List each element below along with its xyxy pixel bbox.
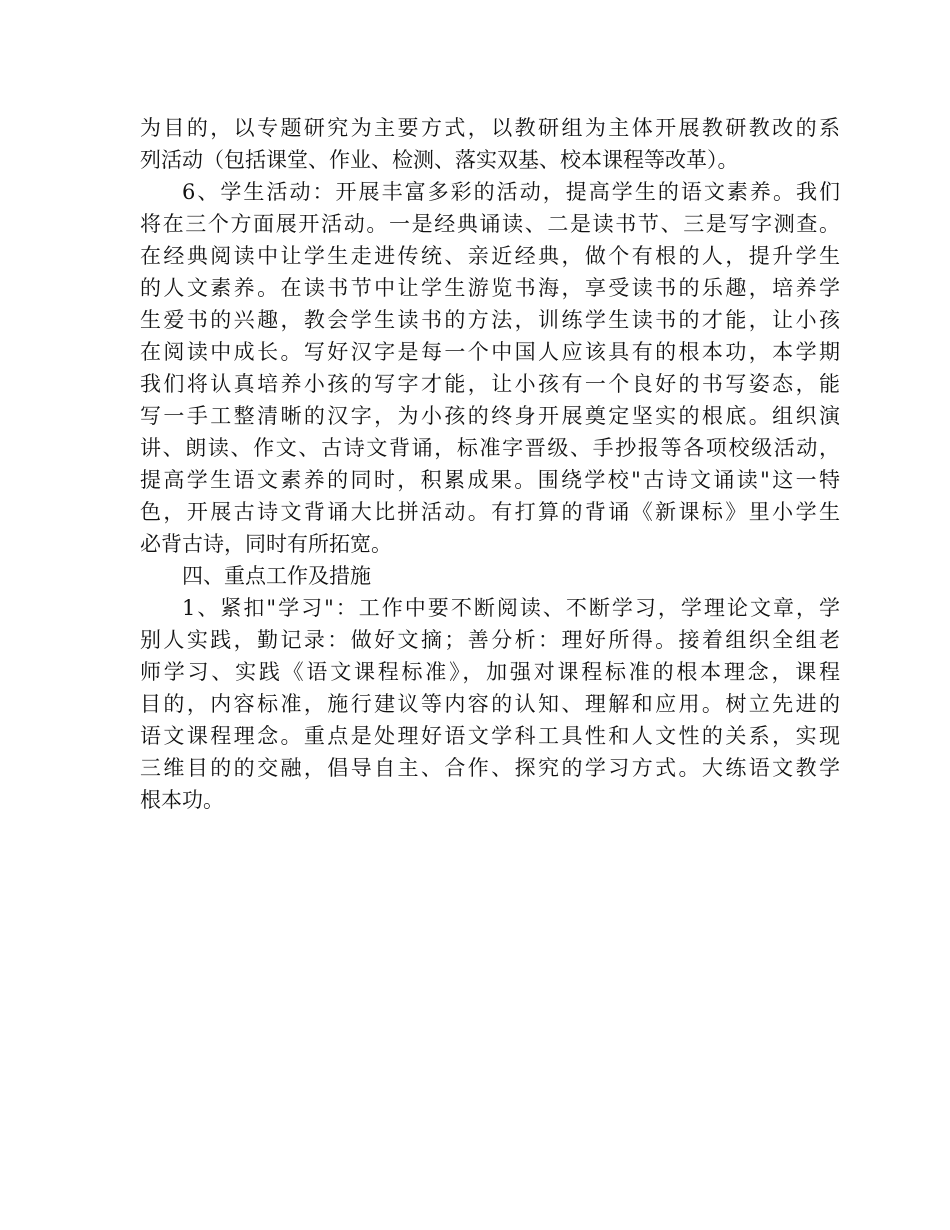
text-line: 必背古诗，同时有所拓宽。: [140, 532, 392, 556]
text-line: 提高学生语文素养的同时，积累成果。围绕学校"古诗文诵读"这一特: [140, 468, 840, 492]
text-line: 1、紧扣"学习"：工作中要不断阅读、不断学习，学理论文章，学: [182, 596, 840, 620]
text-line: 讲、朗读、作文、古诗文背诵，标准字晋级、手抄报等各项校级活动，: [140, 436, 840, 460]
text-line: 写一手工整清晰的汉字，为小孩的终身开展奠定坚实的根底。组织演: [140, 404, 840, 428]
text-line: 三维目的的交融，倡导自主、合作、探究的学习方式。大练语文教学: [140, 756, 840, 780]
text-line: 生爱书的兴趣，教会学生读书的方法，训练学生读书的才能，让小孩: [140, 308, 840, 332]
text-line: 6、学生活动：开展丰富多彩的活动，提高学生的语文素养。我们: [182, 180, 840, 204]
text-line: 色，开展古诗文背诵大比拼活动。有打算的背诵《新课标》里小学生: [140, 500, 840, 524]
text-line: 为目的，以专题研究为主要方式，以教研组为主体开展教研教改的系: [140, 116, 840, 140]
text-line: 四、重点工作及措施: [182, 564, 371, 588]
text-line: 在经典阅读中让学生走进传统、亲近经典，做个有根的人，提升学生: [140, 244, 840, 268]
body-text: [140, 112, 840, 816]
text-line: 我们将认真培养小孩的写字才能，让小孩有一个良好的书写姿态，能: [140, 372, 840, 396]
text-line: 语文课程理念。重点是处理好语文学科工具性和人文性的关系，实现: [140, 724, 840, 748]
text-line: 在阅读中成长。写好汉字是每一个中国人应该具有的根本功，本学期: [140, 340, 840, 364]
text-line: 别人实践，勤记录：做好文摘；善分析：理好所得。接着组织全组老: [140, 628, 840, 652]
text-line: 师学习、实践《语文课程标准》，加强对课程标准的根本理念，课程: [140, 660, 840, 684]
text-line: 的人文素养。在读书节中让学生游览书海，享受读书的乐趣，培养学: [140, 276, 840, 300]
text-line: 将在三个方面展开活动。一是经典诵读、二是读书节、三是写字测查。: [140, 212, 840, 236]
text-line: 列活动（包括课堂、作业、检测、落实双基、校本课程等改革）。: [140, 148, 739, 172]
text-line: 根本功。: [140, 788, 224, 812]
text-line: 目的，内容标准，施行建议等内容的认知、理解和应用。树立先进的: [140, 692, 840, 716]
